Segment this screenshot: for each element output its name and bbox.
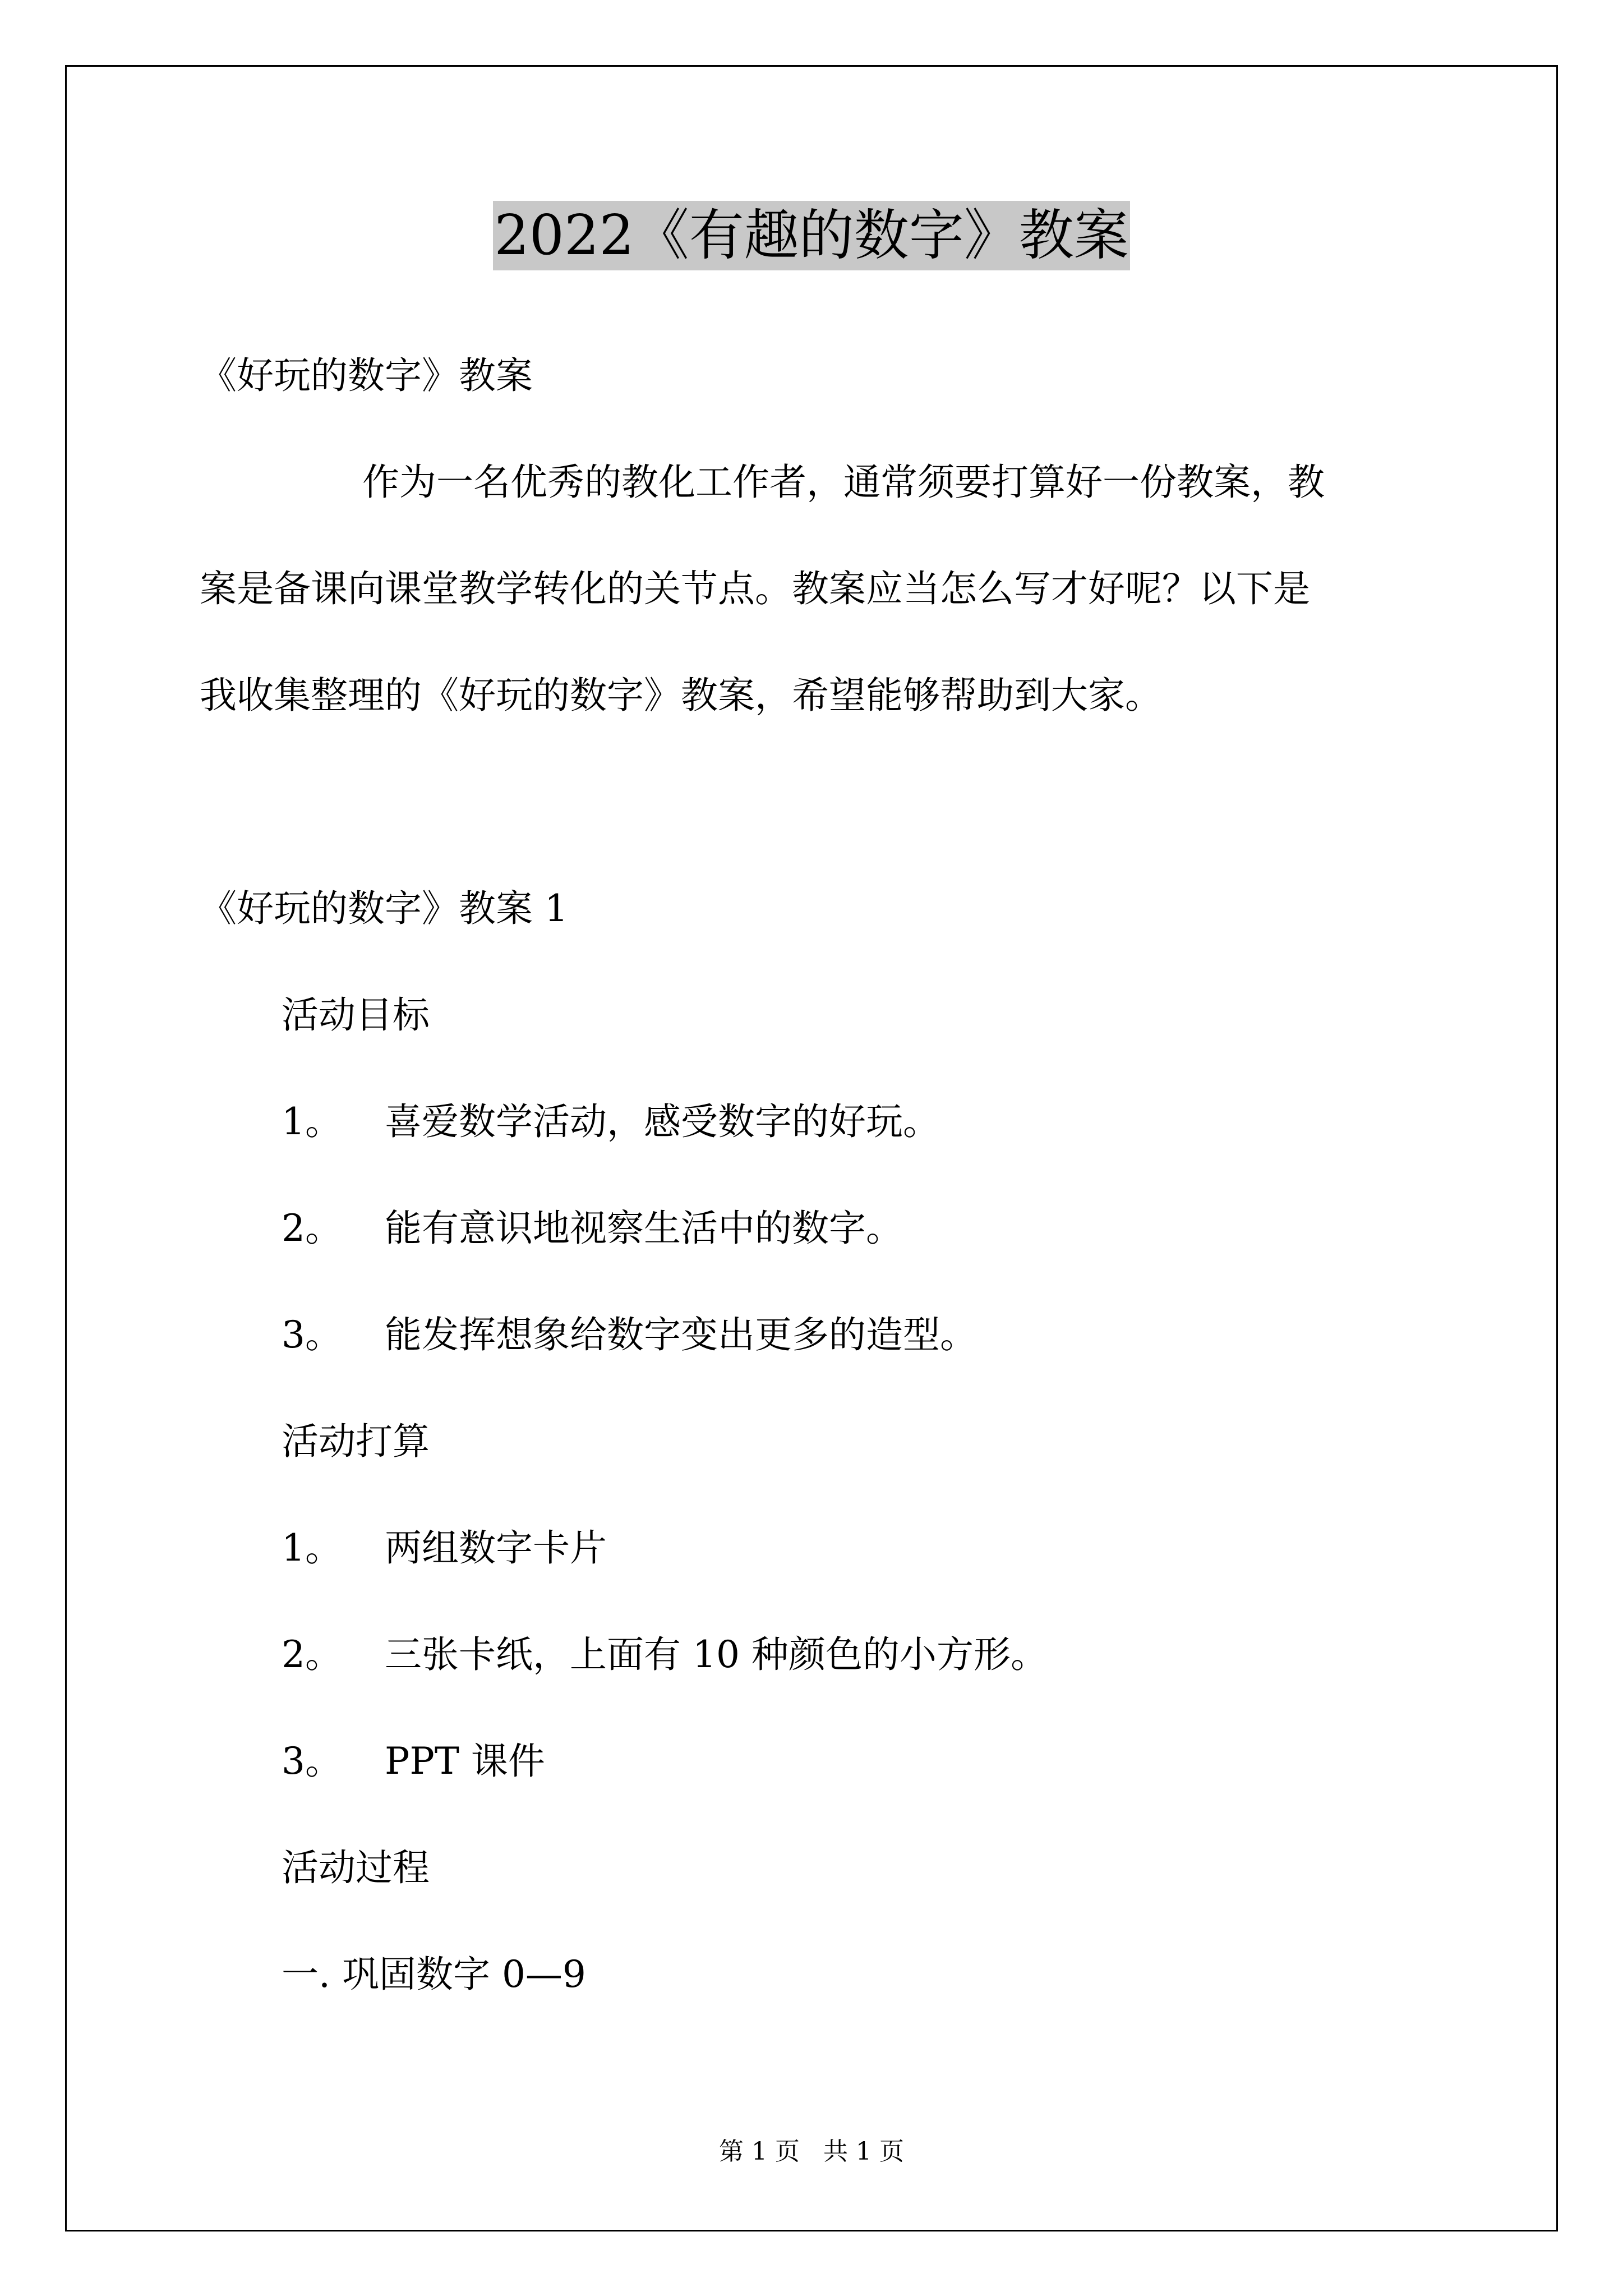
intro-line-3: 我收集整理的《好玩的数字》教案，希望能够帮助到大家。 [200, 674, 1162, 717]
page-number-total: 共 1 页 [823, 2137, 904, 2166]
prep-2-number: 2。 [282, 1633, 342, 1676]
goal-2-text: 能有意识地视察生活中的数字。 [385, 1207, 903, 1250]
goal-3-number: 3。 [282, 1313, 342, 1356]
prep-3-text: PPT 课件 [385, 1740, 545, 1783]
document-title-wrap [0, 201, 1623, 270]
goal-3-text: 能发挥想象给数字变出更多的造型。 [385, 1313, 977, 1356]
prep-2-text: 三张卡纸，上面有 10 种颜色的小方形。 [385, 1633, 1048, 1676]
prep-1-text: 两组数字卡片 [385, 1526, 607, 1570]
prep-1-number: 1。 [282, 1526, 342, 1570]
document-title: 2022《有趣的数字》教案 [493, 201, 1129, 270]
process-step-1: 一. 巩固数字 0—9 [282, 1953, 586, 1996]
subtitle: 《好玩的数字》教案 [200, 354, 533, 397]
goal-1-text: 喜爱数学活动，感受数字的好玩。 [385, 1100, 940, 1143]
section-heading: 《好玩的数字》教案 1 [200, 887, 568, 930]
intro-line-2: 案是备课向课堂教学转化的关节点。教案应当怎么写才好呢？以下是 [200, 567, 1310, 610]
prep-3-number: 3。 [282, 1740, 342, 1783]
intro-line-1: 作为一名优秀的教化工作者，通常须要打算好一份教案，教 [362, 461, 1325, 504]
page-number-current: 第 1 页 [719, 2137, 800, 2166]
prep-heading: 活动打算 [282, 1420, 430, 1463]
process-heading: 活动过程 [282, 1846, 430, 1889]
goal-1-number: 1。 [282, 1100, 342, 1143]
page-footer [0, 2136, 1623, 2168]
goals-heading: 活动目标 [282, 993, 430, 1037]
goal-2-number: 2。 [282, 1207, 342, 1250]
